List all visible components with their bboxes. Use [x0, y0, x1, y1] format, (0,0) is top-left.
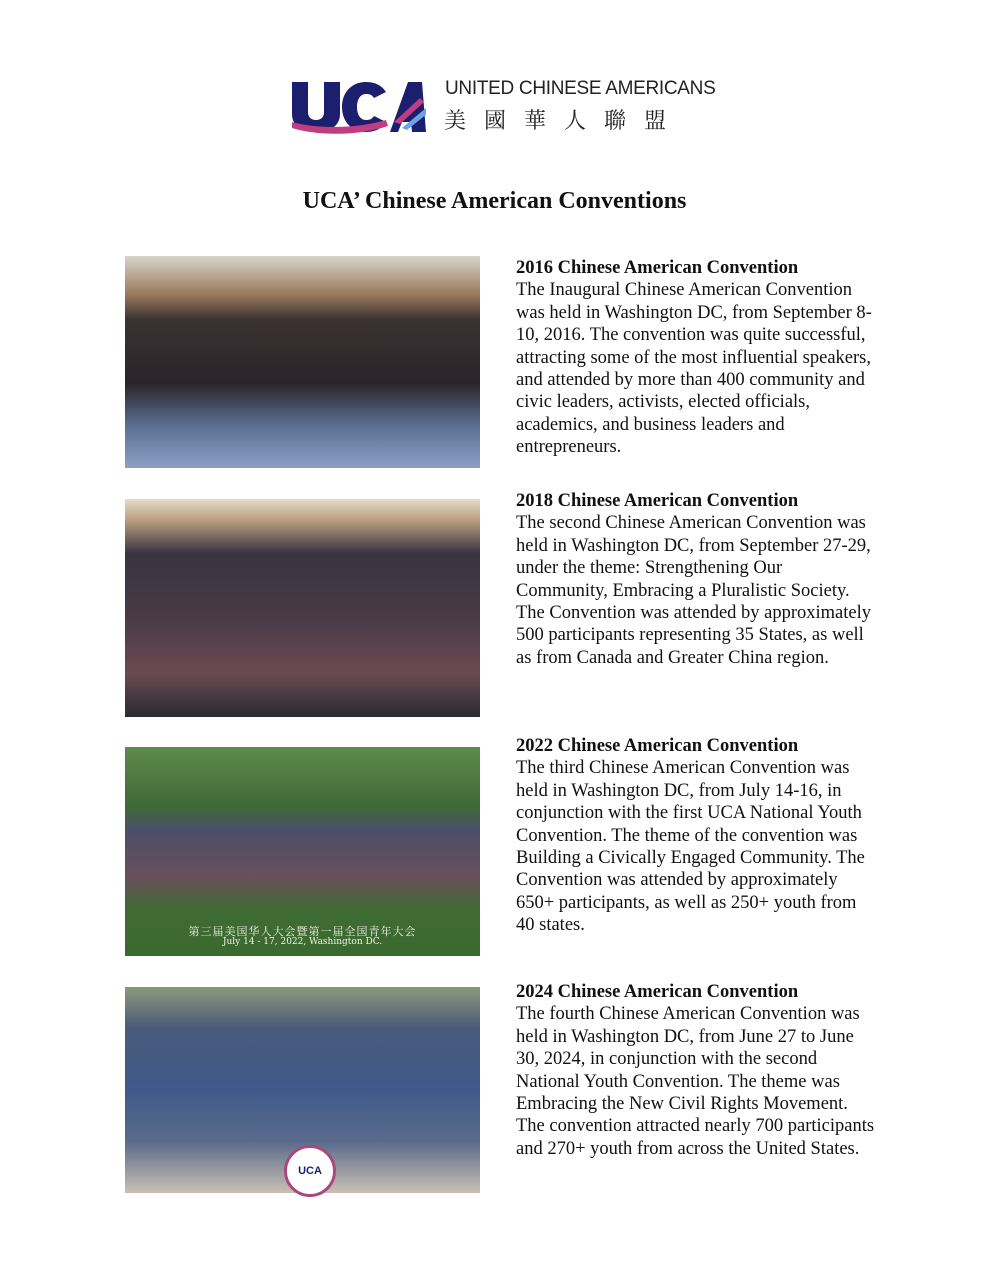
entry-body: The second Chinese American Convention was held in Washington DC, from September 27-29, under the theme: Strengthening Our Community, Embracing a Pluralistic Society. The Convention was attended by approximately 500 participants representing 35 States, as well as from Canada and Greater China region. [516, 513, 872, 668]
entry-body: The Inaugural Chinese American Convention was held in Washington DC, from September 8-10, 2016. The convention was quite successful, attracting some of the most influential speakers, and attended by more than 400 community and civic leaders, activists, elected officials, academics, and business leaders and entrepreneurs. [516, 280, 872, 458]
page-title: UCA’ Chinese American Conventions [302, 188, 687, 214]
photo-2018-convention [125, 499, 480, 717]
entry-title: 2024 Chinese American Convention [516, 982, 799, 1002]
photo-caption-zh: 第三届美国华人大会暨第一届全国青年大会 [188, 925, 417, 938]
photo-caption-en: July 14 - 17, 2022, Washington DC. [222, 937, 383, 947]
uca-logo [290, 78, 716, 134]
entry-2018 [516, 490, 876, 669]
org-name-en: UNITED CHINESE AMERICANS [445, 78, 716, 99]
entry-title: 2018 Chinese American Convention [516, 491, 799, 511]
photo-2016-convention [125, 256, 480, 468]
entry-2016 [516, 257, 876, 459]
entry-body: The fourth Chinese American Convention was held in Washington DC, from June 27 to June 30, 2024, in conjunction with the second National Youth Convention. The theme was Embracing the New Civil Rights Movement. The convention attracted nearly 700 participants and 270+ youth from across the United States. [516, 1004, 875, 1159]
entry-body: The third Chinese American Convention was held in Washington DC, from July 14-16, in conjunction with the first UCA National Youth Convention. The theme of the convention was Building a Civically Engaged Community. The Convention was attended by approximately 650+ participants, as well as 250+ youth from 40 states. [516, 758, 865, 936]
entry-2024 [516, 981, 876, 1160]
uca-logo-mark [290, 78, 426, 134]
uca-badge: UCA [284, 1145, 336, 1197]
entry-title: 2022 Chinese American Convention [516, 736, 799, 756]
entry-title: 2016 Chinese American Convention [516, 258, 799, 278]
photo-2024-convention [125, 987, 480, 1193]
entry-2022 [516, 735, 876, 937]
photo-2022-convention [125, 747, 480, 956]
org-name-zh: 美國華人聯盟 [444, 109, 685, 134]
